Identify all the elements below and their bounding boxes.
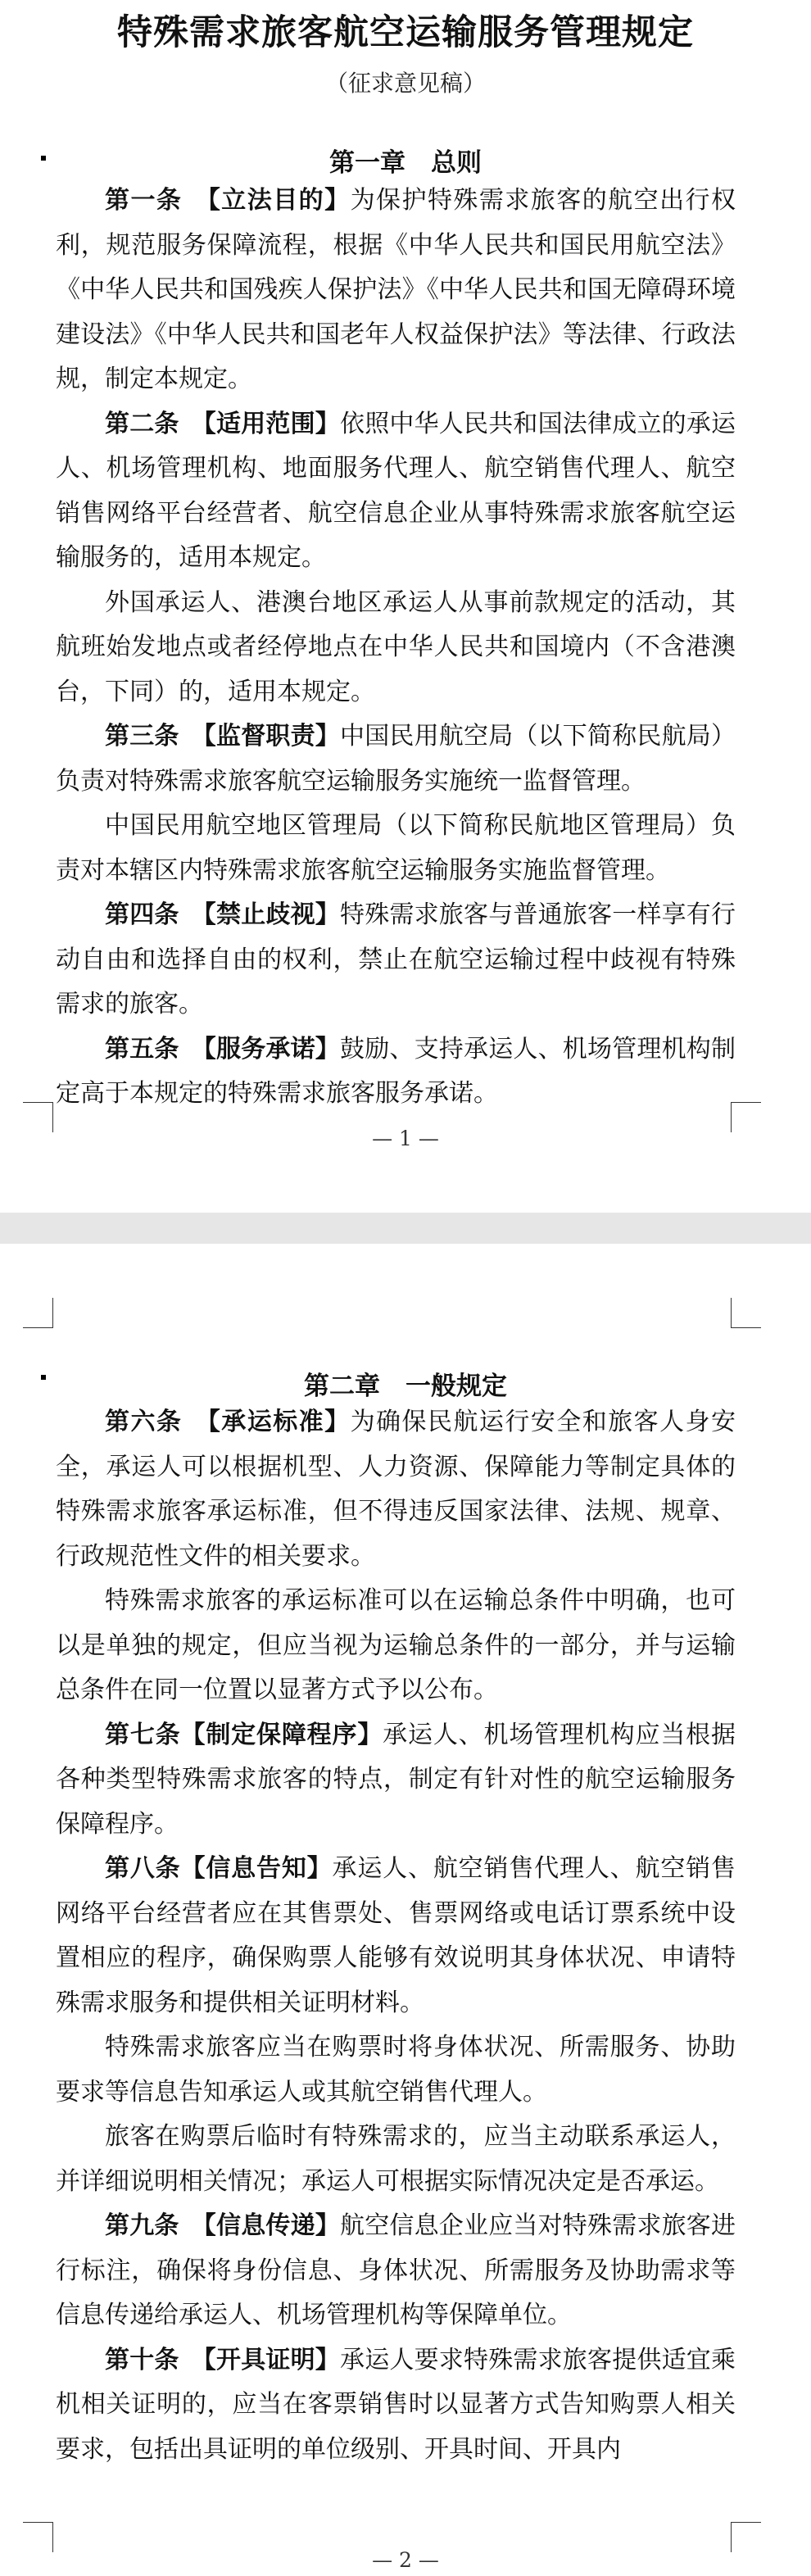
- article-paragraph: [56, 1027, 736, 1117]
- article-text: 特殊需求旅客与普通旅客一样享有行动自由和选择自由的权利，禁止在航空运输过程中歧视有特殊需求的旅客。: [56, 900, 736, 1018]
- article-heading: 第七条【制定保障程序】: [105, 1720, 383, 1749]
- document-title: 特殊需求旅客航空运输服务管理规定: [117, 12, 694, 53]
- article-paragraph: [56, 1713, 736, 1848]
- article-text: 为确保民航运行安全和旅客人身安全，承运人可以根据机型、人力资源、保障能力等制定具体的特殊需求旅客承运标准，但不得违反国家法律、法规、规章、行政规范性文件的相关要求。: [56, 1408, 736, 1571]
- document-subtitle: （征求意见稿）: [324, 70, 486, 97]
- article-text: 承运人、航空销售代理人、航空销售网络平台经营者应在其售票处、售票网络或电话订票系统中设置相应的程序，确保购票人能够有效说明其身体状况、申请特殊需求服务和提供相关证明材料。: [56, 1854, 736, 2017]
- page-body: [56, 1400, 736, 2472]
- article-heading: 第九条 【信息传递】: [105, 2211, 340, 2240]
- article-text: 依照中华人民共和国法律成立的承运人、机场管理机构、地面服务代理人、航空销售代理人、航空销售网络平台经营者、航空信息企业从事特殊需求旅客航空运输服务的，适用本规定。: [56, 409, 736, 572]
- article-text: 特殊需求旅客应当在购票时将身体状况、所需服务、协助要求等信息告知承运人或其航空销售代理人。: [56, 2033, 736, 2107]
- crop-mark: [731, 1298, 761, 1328]
- article-text: 航空信息企业应当对特殊需求旅客进行标注，确保将身份信息、身体状况、所需服务及协助需求等信息传递给承运人、机场管理机构等保障单位。: [56, 2211, 736, 2329]
- chapter-heading: 第一章 总则: [329, 148, 482, 178]
- article-heading: 第六条 【承运标准】: [105, 1408, 351, 1436]
- article-paragraph: [56, 804, 736, 893]
- article-heading: 第三条 【监督职责】: [105, 722, 340, 751]
- crop-mark: [23, 1298, 53, 1328]
- article-text: 旅客在购票后临时有特殊需求的，应当主动联系承运人，并详细说明相关情况；承运人可根据实际情况决定是否承运。: [56, 2122, 736, 2196]
- article-text: 承运人要求特殊需求旅客提供适宜乘机相关证明的，应当在客票销售时以显著方式告知购票人相关要求，包括出具证明的单位级别、开具时间、开具内: [56, 2345, 736, 2464]
- page-separator: [0, 1213, 811, 1244]
- document-page-2: [0, 1244, 811, 2576]
- article-text: 中国民用航空地区管理局（以下简称民航地区管理局）负责对本辖区内特殊需求旅客航空运输服务实施监督管理。: [56, 811, 736, 885]
- article-paragraph: [56, 179, 736, 402]
- article-heading: 第十条 【开具证明】: [105, 2345, 340, 2374]
- chapter-heading: 第二章 一般规定: [304, 1372, 507, 1401]
- article-paragraph: [56, 2025, 736, 2115]
- document-page-1: [0, 0, 811, 1213]
- article-heading: 第八条【信息告知】: [105, 1854, 333, 1883]
- article-heading: 第四条 【禁止歧视】: [105, 900, 340, 929]
- article-heading: 第一条 【立法目的】: [105, 186, 351, 215]
- article-paragraph: [56, 402, 736, 581]
- article-text: 承运人、机场管理机构应当根据各种类型特殊需求旅客的特点，制定有针对性的航空运输服务保障程序。: [56, 1720, 736, 1839]
- article-text: 外国承运人、港澳台地区承运人从事前款规定的活动，其航班始发地点或者经停地点在中华人民共和国境内（不含港澳台，下同）的，适用本规定。: [56, 587, 736, 706]
- article-heading: 第五条 【服务承诺】: [105, 1034, 340, 1064]
- article-paragraph: [56, 2115, 736, 2204]
- page-number: — 1 —: [372, 1127, 439, 1150]
- article-text: 特殊需求旅客的承运标准可以在运输总条件中明确，也可以是单独的规定，但应当视为运输总条件的一部分，并与运输总条件在同一位置以显著方式予以公布。: [56, 1586, 736, 1704]
- article-paragraph: [56, 2338, 736, 2473]
- page-body: [56, 179, 736, 1117]
- article-paragraph: [56, 714, 736, 804]
- article-text: 中国民用航空局（以下简称民航局）负责对特殊需求旅客航空运输服务实施统一监督管理。: [56, 722, 736, 796]
- article-paragraph: [56, 1579, 736, 1713]
- article-paragraph: [56, 581, 736, 715]
- article-heading: 第二条 【适用范围】: [105, 409, 340, 438]
- page-number: — 2 —: [372, 2548, 439, 2572]
- article-paragraph: [56, 2204, 736, 2338]
- article-paragraph: [56, 893, 736, 1027]
- article-text: 鼓励、支持承运人、机场管理机构制定高于本规定的特殊需求旅客服务承诺。: [56, 1034, 736, 1108]
- article-paragraph: [56, 1847, 736, 2025]
- article-text: 为保护特殊需求旅客的航空出行权利，规范服务保障流程，根据《中华人民共和国民用航空法》《中华人民共和国残疾人保护法》《中华人民共和国无障碍环境建设法》《中华人民共和国老年人权益保护法》等法律、行政法规，制定本规定。: [56, 186, 736, 393]
- article-paragraph: [56, 1400, 736, 1579]
